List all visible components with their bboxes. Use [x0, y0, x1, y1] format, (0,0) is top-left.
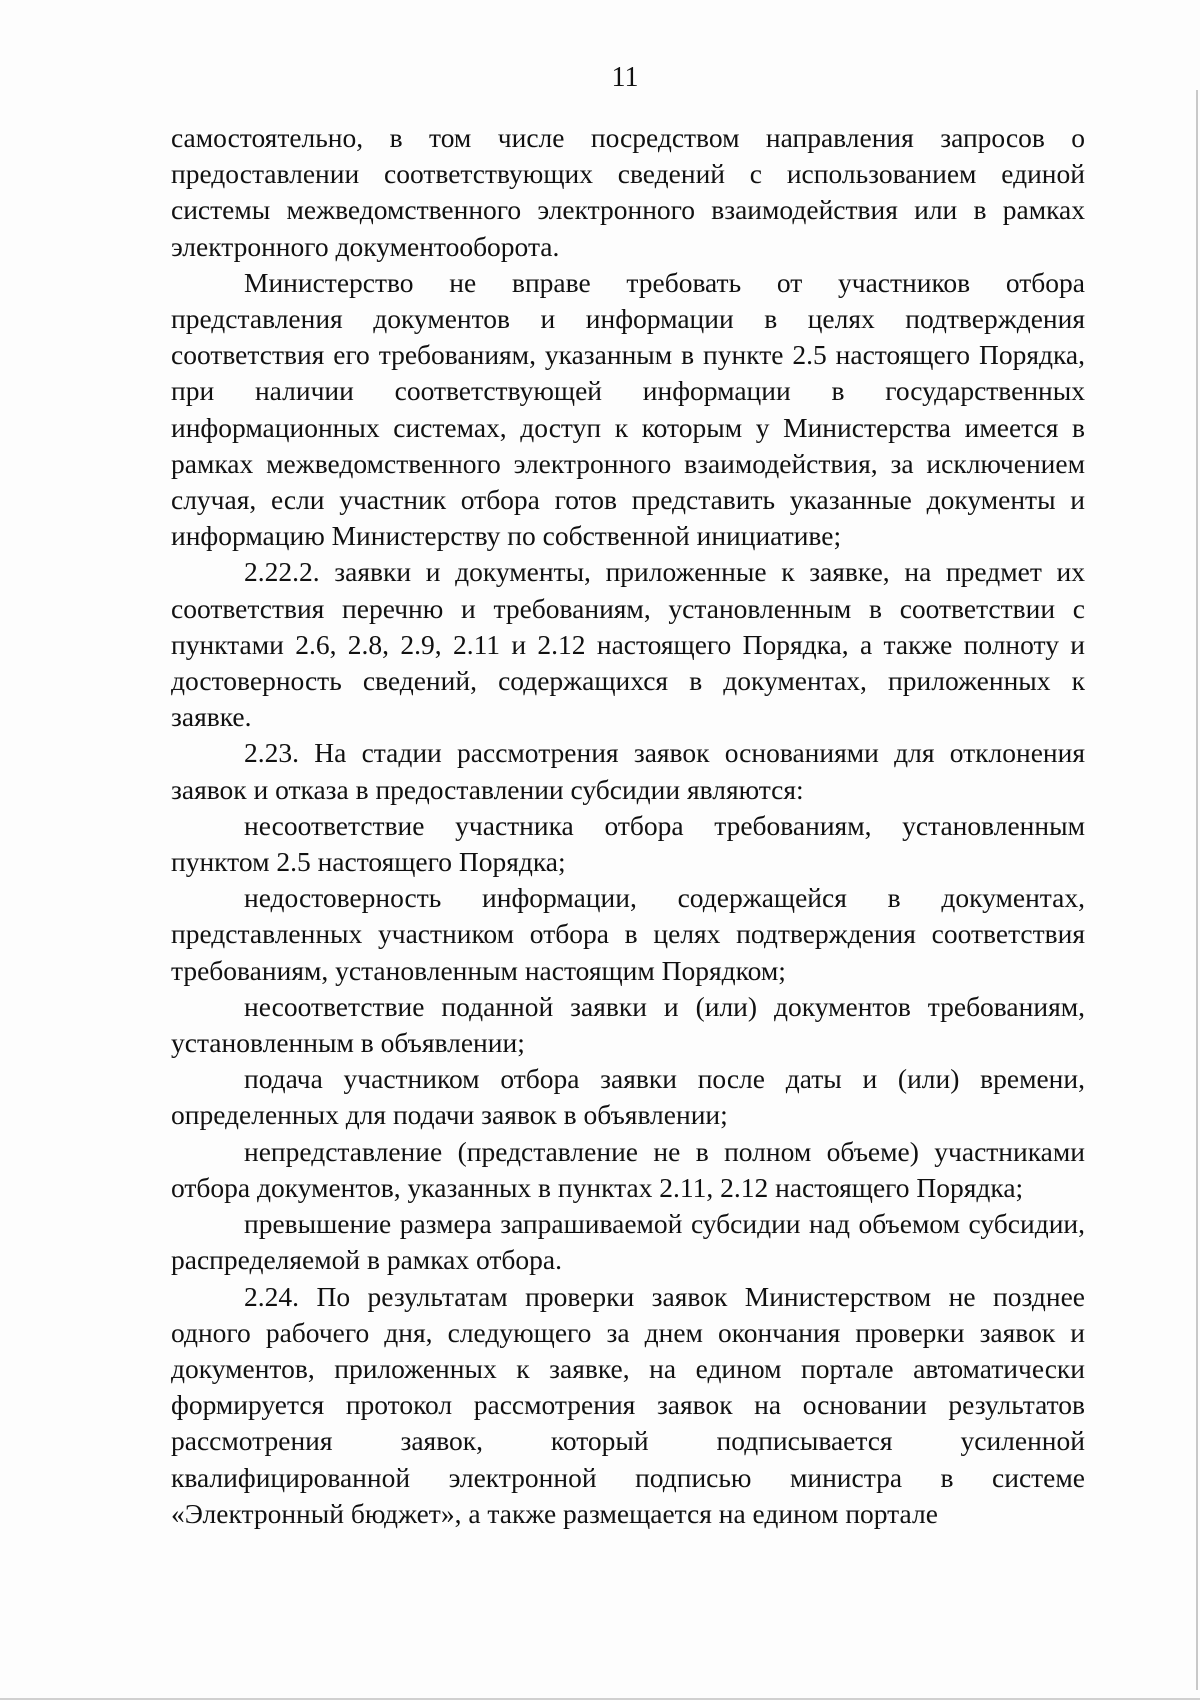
paragraph-2-23: 2.23. На стадии рассмотрения заявок основаниями для отклонения заявок и отказа в предоставлении субсидии являются:: [171, 737, 1085, 805]
list-item-nonconformity-participant: несоответствие участника отбора требованиям, установленным пунктом 2.5 настоящего Порядка;: [171, 809, 1085, 878]
page-number: 11: [611, 62, 639, 93]
scan-edge-right: [1196, 90, 1198, 1690]
list-item-subsidy-excess: превышение размера запрашиваемой субсидии над объемом субсидии, распределяемой в рамках отбора.: [171, 1208, 1085, 1276]
document-body: [171, 120, 1085, 1532]
list-item-nonconformity-application: несоответствие поданной заявки и (или) документов требованиям, установленным в объявлении;: [171, 990, 1085, 1059]
paragraph-ministry-restriction: Министерство не вправе требовать от участников отбора представления документов и информации в целях подтверждения соответствия его требованиям, указанным в пункте 2.5 настоящего Порядка, при наличии соответствующей информации в государственных информационных системах, доступ к которым у Министерства имеется в рамках межведомственного электронного взаимодействия, за исключением случая, если участник отбора готов представить указанные документы и информацию Министерству по собственной инициативе;: [171, 266, 1085, 552]
paragraph-continuation: самостоятельно, в том числе посредством направления запросов о предоставлении соответствующих сведений с использованием единой системы межведомственного электронного взаимодействия или в рамках электронного документооборота.: [171, 122, 1085, 262]
paragraph-2-22-2: 2.22.2. заявки и документы, приложенные к заявке, на предмет их соответствия перечню и требованиям, установленным в соответствии с пунктами 2.6, 2.8, 2.9, 2.11 и 2.12 настоящего Порядка, а также полноту и достоверность сведений, содержащихся в документах, приложенных к заявке.: [171, 556, 1085, 733]
list-item-missing-documents: непредставление (представление не в полном объеме) участниками отбора документов, указанных в пунктах 2.11, 2.12 настоящего Порядка;: [171, 1135, 1085, 1203]
paragraph-2-24: 2.24. По результатам проверки заявок Министерством не позднее одного рабочего дня, следующего за днем окончания проверки заявок и документов, приложенных к заявке, на едином портале автоматически формируется протокол рассмотрения заявок на основании результатов рассмотрения заявок, который подписывается усиленной квалифицированной электронной подписью министра в системе «Электронный бюджет», а также размещается на едином портале: [171, 1280, 1085, 1529]
list-item-unreliable-information: недостоверность информации, содержащейся в документах, представленных участником отбора в целях подтверждения соответствия требованиям, установленным настоящим Порядком;: [171, 882, 1085, 986]
list-item-late-submission: подача участником отбора заявки после даты и (или) времени, определенных для подачи заявок в объявлении;: [171, 1063, 1085, 1131]
